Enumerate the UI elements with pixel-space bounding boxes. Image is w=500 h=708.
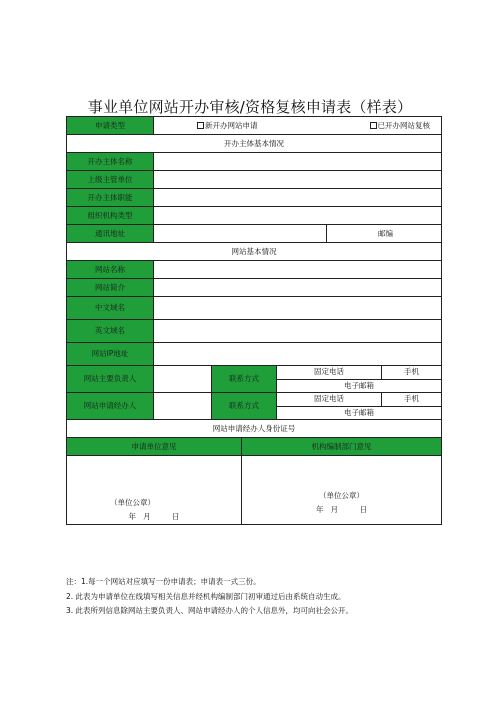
seal-label: （单位公章） <box>110 498 155 507</box>
applicant-id-label: 网站申请经办人身份证号 <box>67 420 442 438</box>
field-value[interactable] <box>154 207 442 225</box>
email-label: 电子邮箱 <box>277 379 442 393</box>
principal-value[interactable] <box>154 366 212 393</box>
seal-label: （单位公章） <box>319 491 365 500</box>
applicant-label: 网站申请经办人 <box>67 393 154 420</box>
application-form <box>66 116 442 525</box>
review-site-option[interactable]: 已开办网站复核 <box>370 121 431 131</box>
applicant-opinion-box[interactable] <box>67 456 242 525</box>
field-value[interactable] <box>154 189 442 207</box>
section-subject: 开办主体基本情况 <box>67 135 442 153</box>
email-label: 电子邮箱 <box>277 406 442 420</box>
authority-opinion-box[interactable] <box>242 456 442 525</box>
field-label: 开办主体名称 <box>67 153 154 171</box>
contact-method-label: 联系方式 <box>212 366 277 393</box>
applicant-opinion-title: 申请单位意见 <box>67 438 242 456</box>
new-site-option[interactable]: 新开办网站申请 <box>197 121 258 131</box>
applicant-value[interactable] <box>154 393 212 420</box>
form-title: 事业单位网站开办审核/资格复核申请表（样表） <box>87 98 413 116</box>
field-label: 开办主体职能 <box>67 189 154 207</box>
field-value[interactable] <box>154 279 442 297</box>
field-label: 网站名称 <box>67 261 154 279</box>
address-value[interactable] <box>154 225 327 243</box>
note-2: 2. 此表为申请单位在线填写相关信息并经机构编制部门初审通过后由系统自动生成。 <box>66 591 346 601</box>
field-value[interactable] <box>154 343 442 366</box>
field-value[interactable] <box>154 297 442 320</box>
checkbox-icon[interactable] <box>197 122 204 129</box>
field-label: 上级主管单位 <box>67 171 154 189</box>
authority-opinion-title: 机构编制部门意见 <box>242 438 442 456</box>
date-label: 年 月 日 <box>315 505 368 514</box>
field-label: 网站IP地址 <box>67 343 154 366</box>
field-value[interactable] <box>154 261 442 279</box>
field-value[interactable] <box>154 153 442 171</box>
field-value[interactable] <box>154 171 442 189</box>
field-label: 组织机构类型 <box>67 207 154 225</box>
phone-label: 固定电话 <box>277 393 382 407</box>
note-3: 3. 此表所列信息除网站主要负责人、网站申请经办人的个人信息外，均可向社会公开。 <box>66 606 354 615</box>
date-label: 年 月 日 <box>128 512 180 521</box>
contact-method-label: 联系方式 <box>212 393 277 420</box>
address-label: 通讯地址 <box>67 225 154 243</box>
checkbox-icon[interactable] <box>370 122 377 129</box>
apply-type-label: 申请类型 <box>67 117 154 135</box>
notes <box>66 575 446 619</box>
phone-label: 固定电话 <box>277 366 382 380</box>
apply-type-options <box>154 117 442 135</box>
field-label: 英文域名 <box>67 320 154 343</box>
mobile-label: 手机 <box>382 366 442 380</box>
section-site: 网站基本情况 <box>67 243 442 261</box>
mobile-label: 手机 <box>382 393 442 407</box>
field-value[interactable] <box>154 320 442 343</box>
postcode-label: 邮编 <box>327 225 442 243</box>
field-label: 中文域名 <box>67 297 154 320</box>
note-1: 注：1.每一个网站对应填写一份申请表；申请表一式三份。 <box>66 577 261 586</box>
principal-label: 网站主要负责人 <box>67 366 154 393</box>
field-label: 网站简介 <box>67 279 154 297</box>
